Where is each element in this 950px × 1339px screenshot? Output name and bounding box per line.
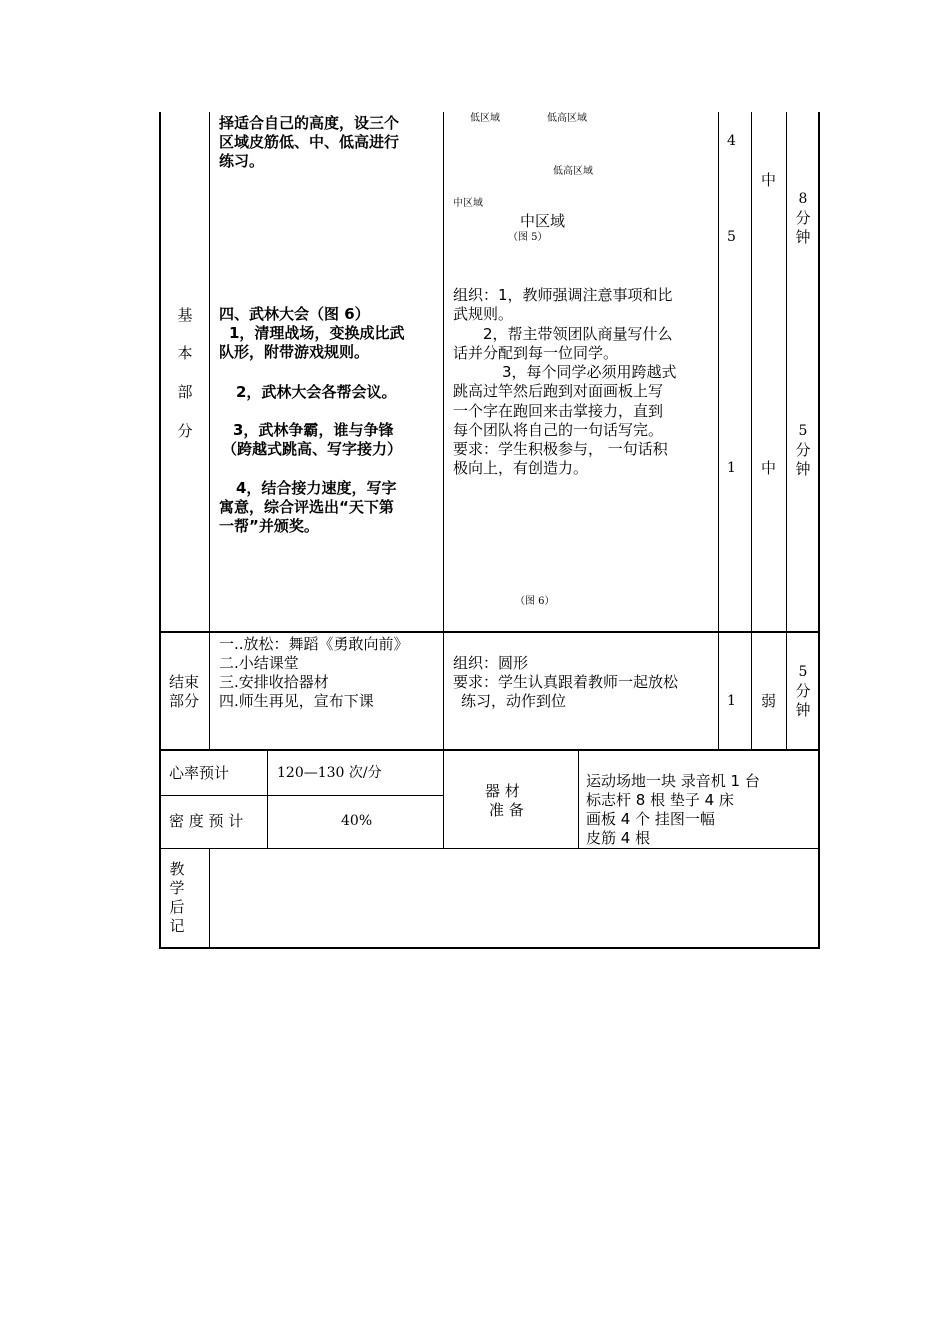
equipment-label-line: 器 材 xyxy=(485,782,520,800)
table-border-right xyxy=(818,112,820,949)
equipment-item: 标志杆 8 根 垫子 4 床 xyxy=(586,791,734,809)
end-intensity-value: 弱 xyxy=(761,692,777,710)
fig5-low-high-zone-label: 低高区域 xyxy=(547,113,587,124)
heart-rate-label: 心率预计 xyxy=(169,764,230,782)
notes-content-area xyxy=(210,849,818,947)
time-value: 5 xyxy=(798,664,808,680)
col-line-intensity xyxy=(786,112,787,750)
end-count-value: 1 xyxy=(727,693,736,709)
row-line-end-top xyxy=(159,631,820,633)
count-value: 1 xyxy=(727,460,736,476)
fig5-caption: （图 5） xyxy=(508,232,548,243)
end-content-line: 四.师生再见，宣布下课 xyxy=(219,692,374,710)
org-line: 跳高过竿然后跑到对面画板上写 xyxy=(453,382,664,400)
row-line-stats-mid xyxy=(159,795,444,796)
item4-sub1-line: 队形，附带游戏规则。 xyxy=(219,343,370,361)
equipment-item: 皮筋 4 根 xyxy=(586,829,651,847)
end-label-line: 部分 xyxy=(169,692,200,710)
row-line-stats-top xyxy=(159,749,820,751)
item4-sub4-line: 寓意，综合评选出“天下第 xyxy=(219,498,394,516)
notes-label-char: 教 xyxy=(169,860,185,878)
content-line: 练习。 xyxy=(219,152,265,170)
fig6-caption: （图 6） xyxy=(515,596,555,607)
fig5-low-zone-label: 低区域 xyxy=(470,113,500,124)
item4-sub3-line: （跨越式跳高、写字接力） xyxy=(222,440,403,458)
equipment-item: 画板 4 个 挂图一幅 xyxy=(586,810,715,828)
item4-sub3-line: 3，武林争霸，谁与争锋 xyxy=(233,421,394,439)
col-line-org xyxy=(718,112,719,750)
fig5-mid-zone-label: 中区域 xyxy=(453,198,483,209)
notes-label-char: 记 xyxy=(169,917,185,935)
time-value: 5 xyxy=(798,423,808,439)
org-line: 组织：1，教师强调注意事项和比 xyxy=(453,286,673,304)
table-border-bottom xyxy=(159,947,820,949)
count-value: 4 xyxy=(727,133,736,149)
intensity-value: 中 xyxy=(761,459,777,477)
density-label: 密 度 预 计 xyxy=(169,812,244,830)
org-line: 要求：学生积极参与， 一句话积 xyxy=(453,440,668,458)
col-line-stats-value xyxy=(267,750,268,849)
col-line-content xyxy=(443,112,444,849)
org-line: 3，每个同学必须用跨越式 xyxy=(502,363,677,381)
table-border-left xyxy=(159,112,161,949)
col-line-count xyxy=(751,112,752,750)
time-unit: 分 xyxy=(795,441,811,459)
col-line-equipment xyxy=(578,750,579,849)
fig5-mid-zone-large-label: 中区域 xyxy=(520,212,566,230)
col-line-label xyxy=(209,112,210,750)
end-org-line: 要求：学生认真跟着教师一起放松 xyxy=(453,673,679,691)
notes-label-char: 学 xyxy=(169,879,185,897)
notes-label-char: 后 xyxy=(169,898,185,916)
org-line: 2，帮主带领团队商量写什么 xyxy=(483,325,673,343)
end-label-line: 结束 xyxy=(169,673,200,691)
intensity-value: 中 xyxy=(761,171,777,189)
main-label-char: 本 xyxy=(177,344,193,362)
end-content-line: 三.安排收拾器材 xyxy=(219,673,329,691)
org-line: 每个团队将自己的一句话写完。 xyxy=(453,421,664,439)
end-content-line: 二.小结课堂 xyxy=(219,654,299,672)
time-unit: 分 xyxy=(795,682,811,700)
item4-sub4-line: 4，结合接力速度，写字 xyxy=(236,479,397,497)
equipment-item: 运动场地一块 录音机 1 台 xyxy=(586,772,760,790)
count-value: 5 xyxy=(727,229,736,245)
end-org-line: 组织：圆形 xyxy=(453,654,529,672)
time-unit: 钟 xyxy=(795,228,811,246)
equipment-label-line: 准 备 xyxy=(489,801,524,819)
org-line: 话并分配到每一位同学。 xyxy=(453,344,619,362)
org-line: 武规则。 xyxy=(453,305,514,323)
heart-rate-value: 120—130 次/分 xyxy=(277,765,382,781)
time-unit: 钟 xyxy=(795,460,811,478)
item4-sub1-line: 1，清理战场，变换成比武 xyxy=(229,324,405,342)
end-content-line: 一..放松：舞蹈《勇敢向前》 xyxy=(219,635,409,653)
org-line: 一个字在跑回来击掌接力，直到 xyxy=(453,402,664,420)
time-unit: 钟 xyxy=(795,701,811,719)
end-org-line: 练习，动作到位 xyxy=(461,692,567,710)
main-label-char: 基 xyxy=(177,306,193,324)
time-value: 8 xyxy=(798,191,808,207)
main-label-char: 部 xyxy=(177,383,193,401)
time-unit: 分 xyxy=(795,209,811,227)
content-line: 择适合自己的高度，设三个 xyxy=(219,114,400,132)
density-value: 40% xyxy=(341,813,373,829)
item4-sub2: 2，武林大会各帮会议。 xyxy=(236,383,397,401)
content-line: 区域皮筋低、中、低高进行 xyxy=(219,133,400,151)
fig5-low-high-zone-label: 低高区域 xyxy=(553,166,593,177)
org-line: 极向上，有创造力。 xyxy=(453,459,589,477)
main-label-char: 分 xyxy=(177,422,193,440)
item4-sub4-line: 一帮”并颁奖。 xyxy=(219,517,319,535)
item4-title: 四、武林大会（图 6） xyxy=(219,305,370,323)
